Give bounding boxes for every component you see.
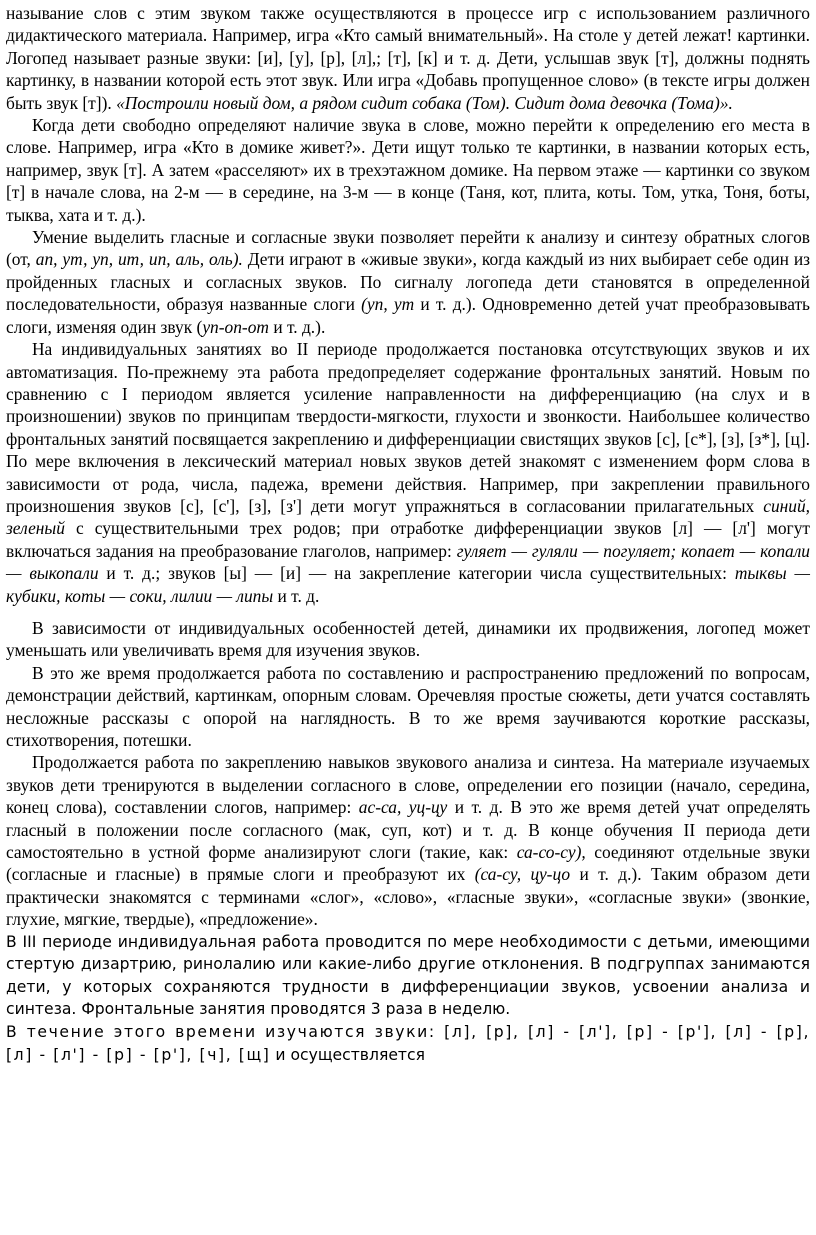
text-segment: и т. д. В это же время детей учат определять гласный в положении после согласного (мак, суп, кот) и т. д. В конце обучения II периода дети самостоятельно в устной форме анализируют слоги (такие, как:: [6, 797, 810, 863]
italic-text-segment: (са-су, цу-цо: [474, 864, 571, 885]
paragraph-sentence-work: [6, 662, 810, 752]
paragraph-sound-analysis: [6, 751, 810, 930]
text-segment: с существительными трех родов; при отработке дифференциации звуков [л] — [л'] могут включаться задания на преобразование глаголов, например:: [6, 518, 810, 561]
paragraph-individual-features: [6, 617, 810, 662]
paragraph-studied-sounds: [6, 1021, 810, 1066]
text-segment: и т. д.).: [268, 316, 326, 337]
paragraph-gap: [6, 607, 810, 617]
text-segment: Дети играют в «живые звуки», когда каждый из них выбирает себе один из пройденных гласных и согласных звуков. По сигналу логопеда дети становятся в определенной последовательности, образуя названные слоги: [6, 249, 810, 315]
paragraph-individual-lessons: [6, 338, 810, 607]
italic-text-segment: ас-са, уц-цу: [358, 797, 448, 818]
italic-text-segment: тыквы — кубики, коты — соки, лилии — липы: [6, 563, 811, 606]
text-segment: Умение выделить гласные и согласные звуки позволяет перейти к анализу и синтезу обратных слогов (от,: [6, 227, 810, 270]
text-segment: и осуществляется: [270, 1045, 425, 1064]
text-segment: называние слов с этим звуком также осуществляются в процессе игр с использованием различного дидактического материала. Например, игра «Кто самый внимательный». На столе у детей лежат! картинки. Логопед называет разные звуки: [и], [у], [р], [л],; [т], [к] и т. д. Дети, услышав звук [т], должны поднять картинку, в названии которой есть этот звук. Или игра «Добавь пропущенное слово» (в тексте игры должен быть звук [т]).: [6, 3, 810, 113]
paragraph-sound-position: [6, 114, 810, 226]
text-segment: и т. д.). Таким образом дети практически знакомятся с терминами «слог», «слово», «гласные звуки», «согласные звуки» (звонкие, глухие, мягкие, твердые), «предложение».: [6, 864, 810, 930]
italic-text-segment: синий, зеленый: [6, 495, 810, 539]
text-segment: соединяют отдельные звуки (согласные и гласные) в прямые слоги и преобразуют их: [6, 842, 810, 885]
text-segment: На индивидуальных занятиях во II периоде продолжается постановка отсутствующих звуков и их автоматизация. По-прежнему эта работа предопределяет содержание фронтальных занятий. Новым по сравнению с I периодом является усиление направленности на дифференциацию (на слух и в произношении) звуков по принципам твердости-мягкости, глухости и звонкости. Наибольшее количество фронтальных занятий посвящается закреплению и дифференциации свистящих звуков [с], [с*], [з], [з*], [ц]. По мере включения в лексический материал новых звуков детей знакомят с изменением форм слова в зависимости от рода, числа, падежа, времени действия. Например, при закреплении правильного произношения звуков [с], [с'], [з], [з'] дети могут упражняться в согласовании прилагательных: [6, 339, 810, 516]
paragraph-continuation: [6, 2, 810, 114]
text-segment: В зависимости от индивидуальных особенностей детей, динамики их продвижения, логопед может уменьшать или увеличивать время для изучения звуков.: [6, 617, 810, 661]
text-segment: В течение этого времени изучаются звуки: [л], [р], [л] - [л'], [р] - [р'], [л] - [р], [л] - [л'] - [р] - [р'], [ч], [щ]: [6, 1023, 810, 1064]
italic-text-segment: (уп, ут: [361, 294, 415, 315]
text-segment: В это же время продолжается работа по составлению и распространению предложений по вопросам, демонстрации действий, картинкам, опорным словам. Оречевляя простые сюжеты, дети учатся составлять несложные рассказы с опорой на наглядность. В то же время заучиваются короткие рассказы, стихотворения, потешки.: [6, 662, 810, 750]
paragraph-third-period: [6, 931, 810, 1021]
text-segment: и т. д.: [273, 585, 320, 606]
text-segment: Когда дети свободно определяют наличие звука в слове, можно перейти к определению его места в слове. Например, игра «Кто в домике живет?». Дети ищут только те картинки, в названии которых есть, например, звук [т]. А затем «расселяют» их в трехэтажном домике. На первом этаже — картинки со звуком [т] в начале слова, на 2-м — в середине, на 3-м — в конце (Таня, кот, плита, коты. Том, утка, Тоня, боты, тыква, хата и т. д.).: [6, 115, 810, 225]
text-segment: и т. д.; звуков [ы] — [и] — на закрепление категории числа существительных:: [98, 563, 735, 584]
paragraph-syllable-analysis: [6, 226, 810, 338]
text-segment: В III периоде индивидуальная работа проводится по мере необходимости с детьми, имеющими стертую дизартрию, ринолалию или какие-либо другие отклонения. В подгруппах занимаются дети, у которых сохраняются трудности в дифференциации звуков, усвоении анализа и синтеза. Фронтальные занятия проводятся 3 раза в неделю.: [6, 932, 810, 1019]
italic-text-segment: са-со-су),: [516, 842, 586, 863]
text-segment: и т. д.). Одновременно детей учат преобразовывать слоги, изменяя один звук (: [6, 294, 810, 337]
text-segment: Продолжается работа по закреплению навыков звукового анализа и синтеза. На материале изучаемых звуков дети тренируются в выделении согласного в слове, определении его позиции (начало, середина, конец слова), составлении слогов, например:: [6, 752, 810, 818]
italic-text-segment: уп-оп-от: [202, 316, 269, 337]
italic-text-segment: ап, ут, уп, ит, ип, аль, оль).: [35, 249, 243, 270]
italic-text-segment: гуляет — гуляли — погуляет; копает — копали — выкопали: [6, 540, 810, 584]
italic-text-segment: «Построили новый дом, а рядом сидит собака (Том). Сидит дома девочка (Тома)».: [116, 92, 733, 113]
